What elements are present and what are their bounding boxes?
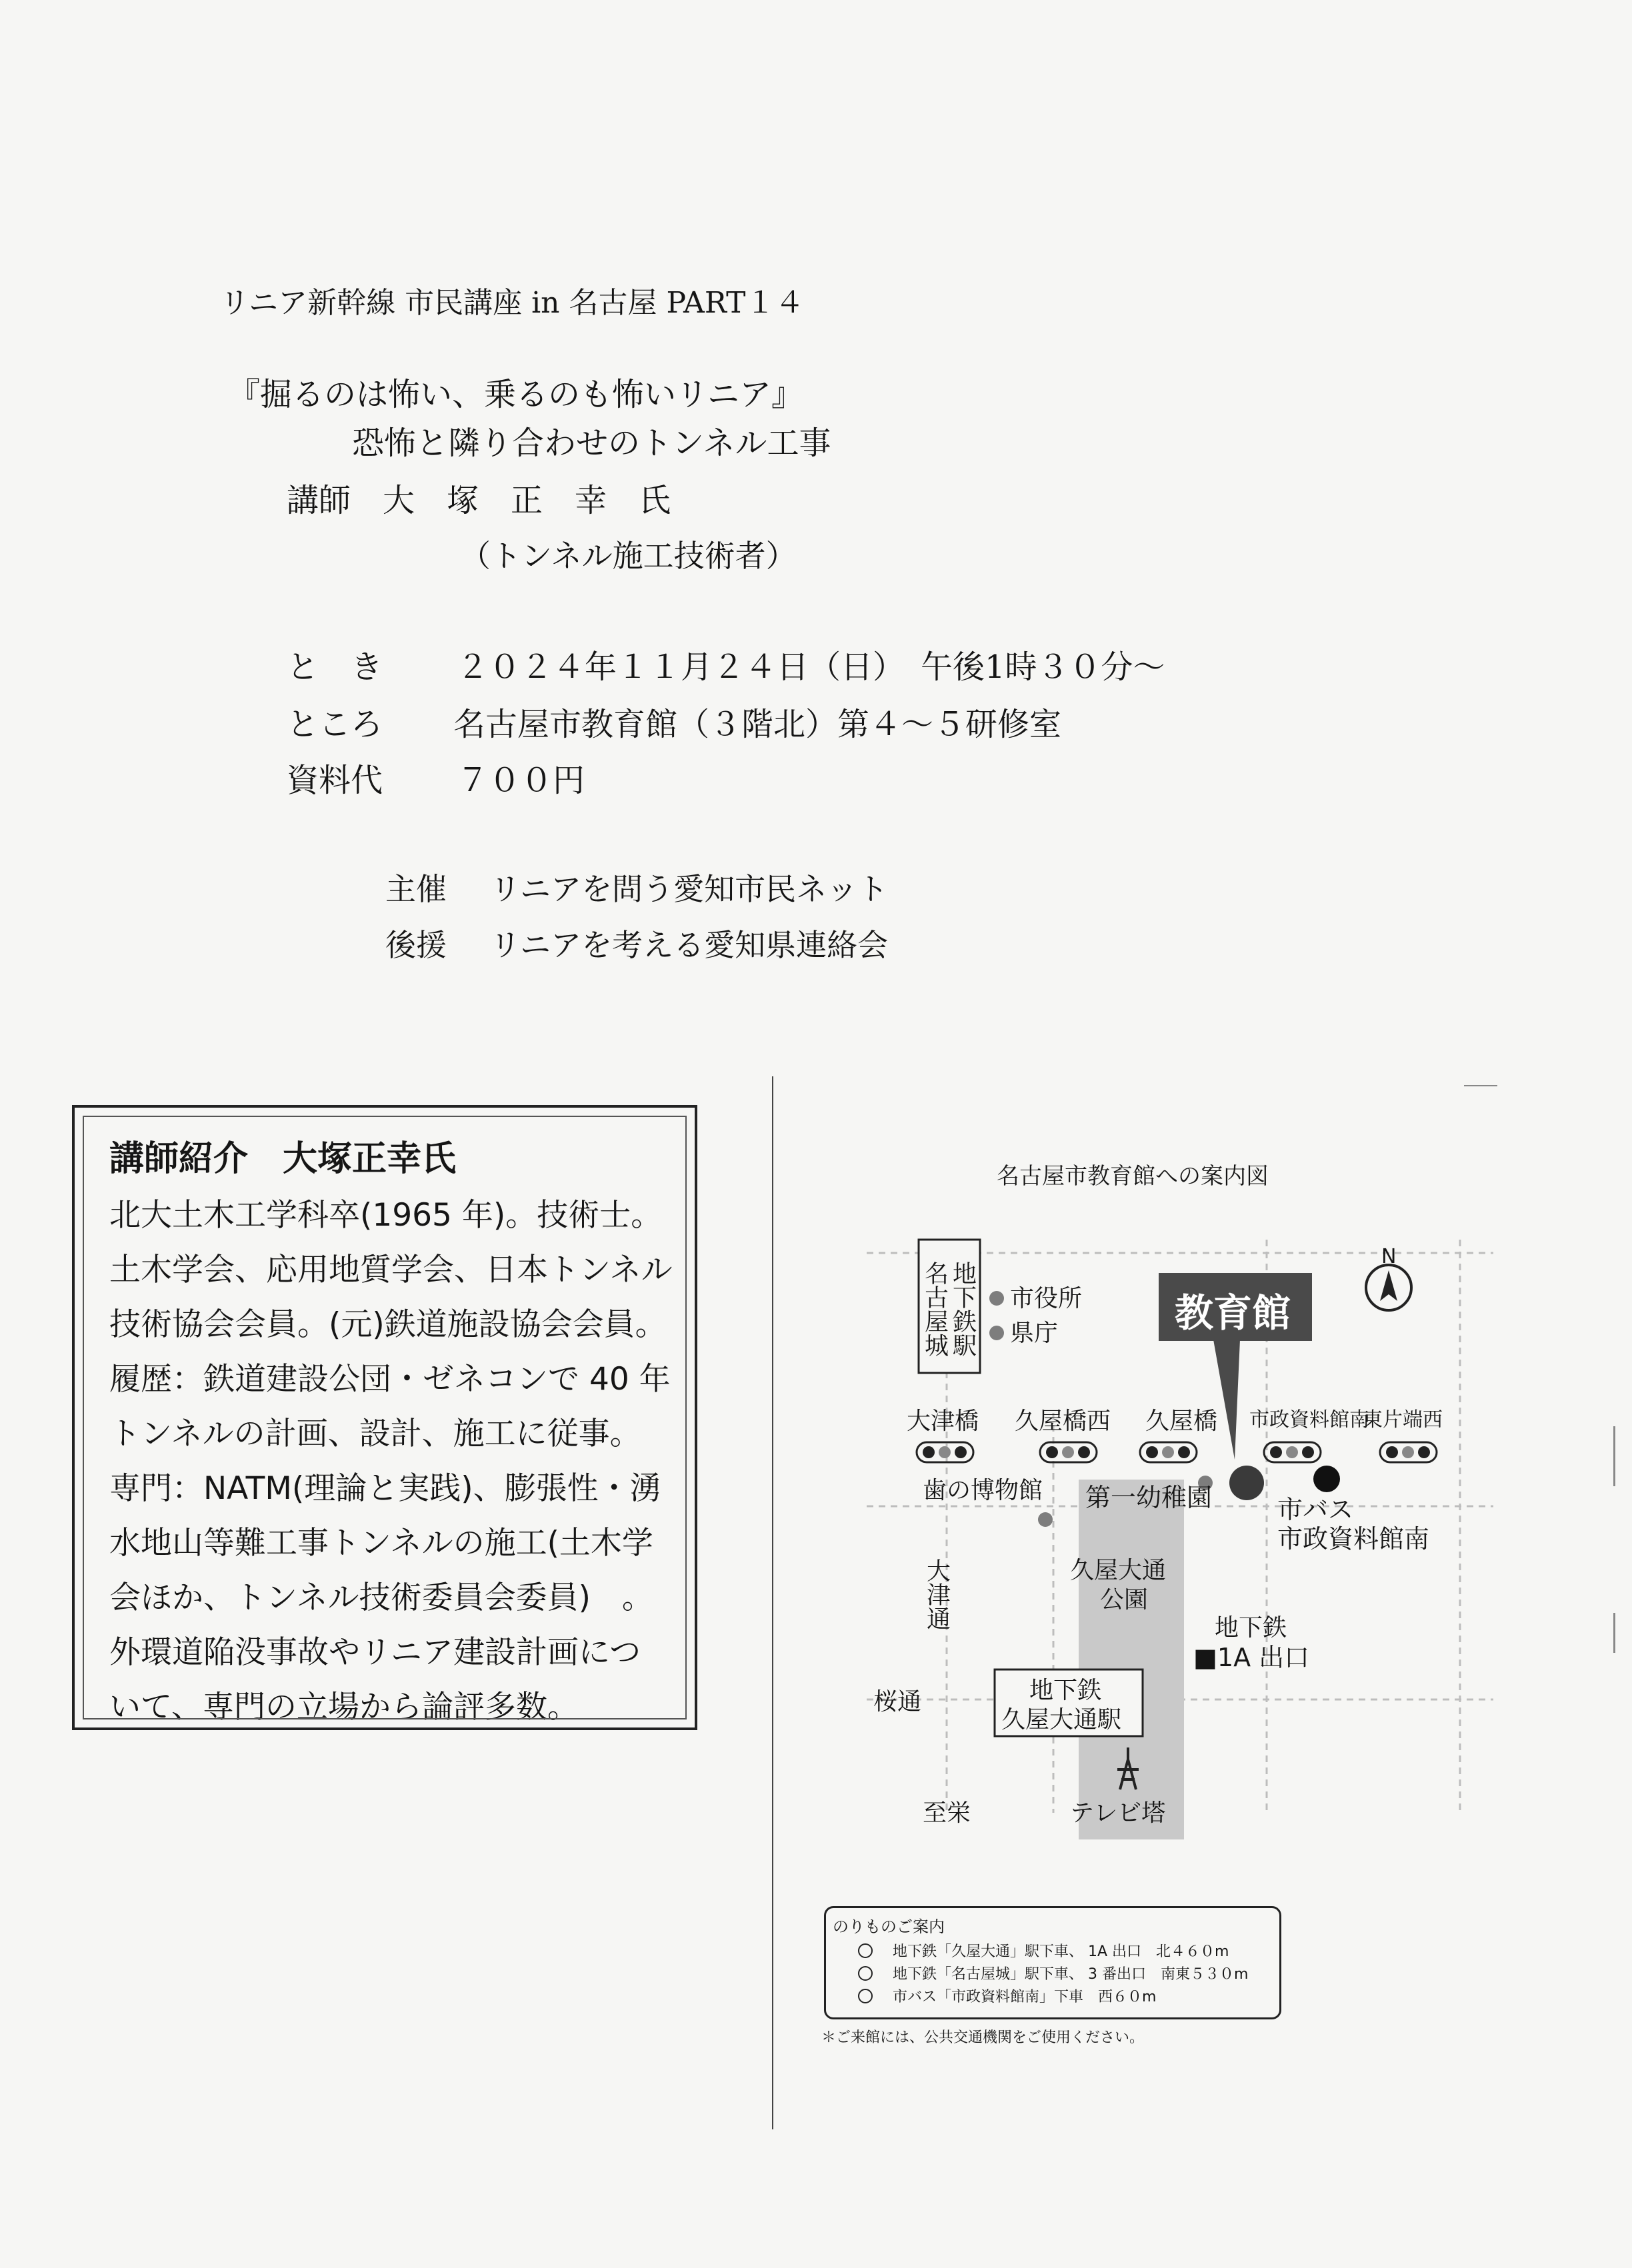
park-label-line2: 公園 — [1100, 1586, 1149, 1614]
profile-line: 水地山等難工事トンネルの施工(土木学 — [109, 1525, 653, 1562]
transit-heading: のりものご案内 — [833, 1917, 945, 1936]
place-value: 名古屋市教育館（３階北）第４～５研修室 — [453, 706, 1062, 743]
lecturer-name: 講師 大 塚 正 幸 氏 — [287, 482, 671, 519]
traffic-signal-icon — [1040, 1442, 1097, 1462]
dental-museum-marker — [1038, 1512, 1053, 1527]
profile-line: 専門：NATM(理論と実践)、膨張性・湧 — [109, 1470, 661, 1507]
profile-line: いて、専門の立場から論評多数。 — [109, 1689, 579, 1725]
transit-line — [858, 1940, 1229, 1961]
transit-line — [858, 1985, 1156, 2006]
venue-label: 教育館 — [1175, 1290, 1291, 1336]
kindergarten-label: 第一幼稚園 — [1085, 1483, 1213, 1512]
fee-value: ７００円 — [457, 762, 585, 799]
transit-line-text: 地下鉄「久屋大通」駅下車、 1A 出口 北４６０m — [893, 1943, 1229, 1960]
supporter-value: リニアを考える愛知県連絡会 — [490, 927, 889, 963]
supporter-label: 後援 — [385, 927, 447, 963]
lecturer-role: （トンネル施工技術者） — [460, 538, 797, 574]
transit-line — [858, 1963, 1248, 1983]
access-map — [840, 1146, 1507, 1879]
profile-line: 会ほか、トンネル技術委員会委員) 。 — [109, 1580, 653, 1616]
station-hisaya-line1: 地下鉄 — [1029, 1677, 1102, 1704]
bullet-icon — [858, 1966, 873, 1981]
venue-callout-pointer — [1213, 1340, 1240, 1460]
profile-line: 履歴：鉄道建設公団・ゼネコンで 40 年 — [109, 1361, 671, 1398]
hisaya-park-strip — [1079, 1480, 1184, 1839]
pref-office-label: 県庁 — [1010, 1320, 1059, 1347]
transit-note: ＊ご来館には、公共交通機関をご使用ください。 — [821, 2029, 1145, 2046]
station-nagoyajo-sub: 地下鉄駅 — [949, 1261, 977, 1357]
north-arrow-icon — [1380, 1270, 1397, 1301]
station-hisaya-line2: 久屋大通駅 — [1001, 1706, 1122, 1733]
profile-line: 外環道陥没事故やリニア建設計画につ — [109, 1634, 641, 1671]
lecture-series-title: リニア新幹線 市民講座 in 名古屋 PART１４ — [220, 286, 805, 320]
traffic-signal-icon — [1380, 1442, 1437, 1462]
stop-hisayabashi-nishi: 久屋橋西 — [1015, 1408, 1111, 1435]
map-title: 名古屋市教育館への案内図 — [997, 1163, 1269, 1190]
scan-artifact — [1464, 1085, 1497, 1086]
profile-line: トンネルの計画、設計、施工に従事。 — [109, 1416, 641, 1452]
stop-shisei-minami: 市政資料館南 — [1249, 1408, 1369, 1432]
page-divider — [772, 1076, 773, 2129]
lecture-title: 『掘るのは怖い、乗るのも怖いリニア』 — [228, 376, 804, 413]
park-label-line1: 久屋大通 — [1070, 1557, 1167, 1584]
host-label: 主催 — [385, 871, 447, 907]
profile-line: 北大土木工学科卒(1965 年)。技術士。 — [109, 1197, 663, 1234]
scan-artifact — [1613, 1426, 1615, 1486]
to-sakae-label: 至栄 — [923, 1799, 971, 1827]
date-label: と き — [287, 648, 383, 686]
bus-stop-name: 市政資料館南 — [1277, 1524, 1430, 1554]
scan-artifact — [1613, 1613, 1615, 1653]
bus-stop-marker — [1313, 1466, 1340, 1492]
profile-heading: 講師紹介 大塚正幸氏 — [109, 1139, 457, 1179]
transit-line-text: 市バス「市政資料館南」下車 西６０m — [893, 1989, 1157, 2005]
lecture-subtitle: 恐怖と隣り合わせのトンネル工事 — [352, 425, 831, 462]
transit-info-box — [824, 1906, 1281, 2019]
otsu-dori-label: 大津通 — [923, 1558, 951, 1630]
subway-exit-line2: ■1A 出口 — [1193, 1643, 1310, 1672]
transit-line-text: 地下鉄「名古屋城」駅下車、 3 番出口 南東５３０m — [893, 1966, 1249, 1983]
tv-tower-label: テレビ塔 — [1070, 1799, 1166, 1827]
stop-hisayabashi: 久屋橋 — [1145, 1408, 1218, 1435]
subway-exit-line1: 地下鉄 — [1215, 1614, 1287, 1642]
dental-museum-label: 歯の博物館 — [923, 1477, 1043, 1504]
profile-line: 土木学会、応用地質学会、日本トンネル — [109, 1252, 673, 1288]
stop-higashikataha-nishi: 東片端西 — [1363, 1408, 1443, 1432]
bus-stop-label: 市バス — [1277, 1495, 1354, 1524]
stop-otsubashi: 大津橋 — [907, 1408, 979, 1435]
place-label: ところ — [287, 706, 383, 743]
fee-label: 資料代 — [287, 762, 383, 799]
date-value: ２０２４年１１月２４日（日） 午後1時３０分～ — [457, 648, 1165, 686]
sakura-dori-label: 桜通 — [873, 1688, 922, 1715]
station-nagoyajo-name: 名古屋城 — [921, 1261, 949, 1357]
venue-marker — [1229, 1466, 1264, 1500]
north-letter: N — [1381, 1245, 1397, 1268]
bullet-icon — [858, 1989, 873, 2003]
profile-line: 技術協会会員。(元)鉄道施設協会会員。 — [109, 1306, 667, 1343]
city-hall-label: 市役所 — [1010, 1285, 1083, 1312]
traffic-signal-icon — [1264, 1442, 1321, 1462]
bullet-icon — [858, 1943, 873, 1958]
traffic-signal-icon — [917, 1442, 973, 1462]
host-value: リニアを問う愛知市民ネット — [490, 871, 889, 907]
city-hall-marker — [989, 1291, 1004, 1306]
pref-office-marker — [989, 1326, 1004, 1340]
lecturer-profile-box — [72, 1105, 697, 1730]
traffic-signal-icon — [1140, 1442, 1197, 1462]
